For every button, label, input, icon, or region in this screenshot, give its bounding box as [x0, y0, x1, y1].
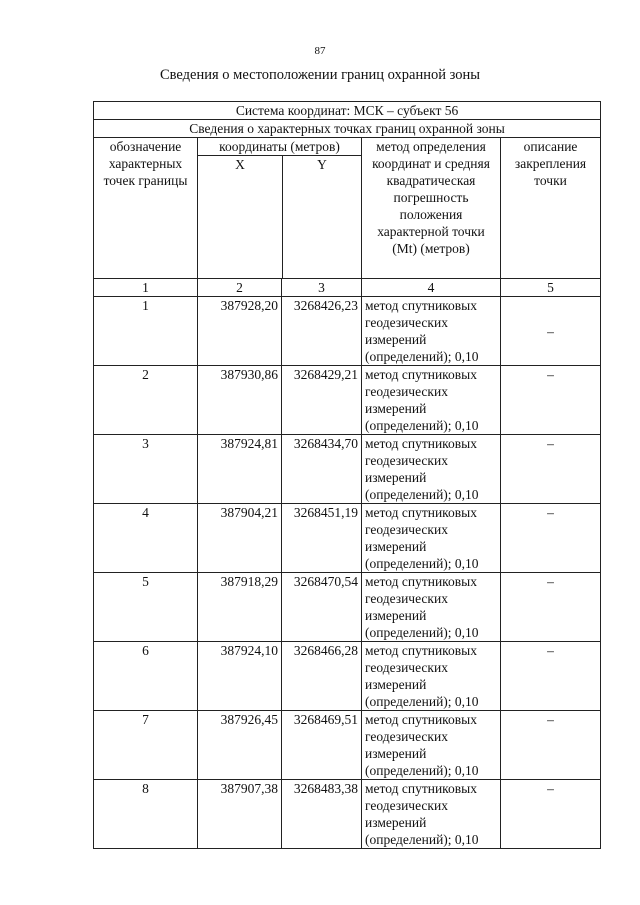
coordinate-system-row [94, 102, 601, 120]
description-cell: – [501, 435, 601, 504]
header-coordinates-group [198, 138, 362, 279]
table-row [94, 711, 601, 780]
x-coordinate: 387907,38 [198, 780, 282, 849]
x-coordinate: 387924,10 [198, 642, 282, 711]
header-y: Y [317, 157, 327, 172]
table-row [94, 573, 601, 642]
coordinate-system-cell: Система координат: МСК – субъект 56 [94, 102, 601, 120]
table-body [94, 102, 601, 849]
table-row [94, 366, 601, 435]
section-cell: Сведения о характерных точках границ охранной зоны [94, 120, 601, 138]
header-x: X [198, 156, 283, 278]
point-number: 2 [94, 366, 198, 435]
description-cell: – [501, 297, 601, 366]
table-row [94, 297, 601, 366]
description-cell: – [501, 366, 601, 435]
point-number: 5 [94, 573, 198, 642]
method-cell: метод спутниковых геодезических измерений (определений); 0,10 [362, 297, 501, 366]
description-cell: – [501, 780, 601, 849]
document-title: Сведения о местоположении границ охранной зоны [159, 67, 480, 83]
method-cell: метод спутниковых геодезических измерений (определений); 0,10 [362, 780, 501, 849]
boundary-points-table [93, 101, 601, 849]
column-number: 1 [94, 279, 198, 297]
header-method: метод определения координат и средняя квадратическая погрешность положения характерной точки (Mt) (метров) [362, 138, 501, 279]
header-coordinates: координаты (метров) [198, 138, 361, 156]
point-number: 1 [94, 297, 198, 366]
description-cell: – [501, 711, 601, 780]
x-coordinate: 387930,86 [198, 366, 282, 435]
method-cell: метод спутниковых геодезических измерений (определений); 0,10 [362, 435, 501, 504]
x-coordinate: 387926,45 [198, 711, 282, 780]
column-numbers-row [94, 279, 601, 297]
method-cell: метод спутниковых геодезических измерений (определений); 0,10 [362, 504, 501, 573]
y-coordinate: 3268466,28 [282, 642, 362, 711]
column-number: 5 [501, 279, 601, 297]
method-cell: метод спутниковых геодезических измерений (определений); 0,10 [362, 573, 501, 642]
y-coordinate: 3268469,51 [282, 711, 362, 780]
table-row [94, 642, 601, 711]
column-number: 2 [198, 279, 282, 297]
column-number: 4 [362, 279, 501, 297]
point-number: 7 [94, 711, 198, 780]
header-row [94, 138, 601, 279]
x-coordinate: 387928,20 [198, 297, 282, 366]
description-cell: – [501, 573, 601, 642]
x-coordinate: 387918,29 [198, 573, 282, 642]
method-cell: метод спутниковых геодезических измерений (определений); 0,10 [362, 642, 501, 711]
header-description: описание закрепления точки [501, 138, 601, 279]
table-row [94, 504, 601, 573]
column-number: 3 [282, 279, 362, 297]
section-row [94, 120, 601, 138]
table-row [94, 780, 601, 849]
point-number: 4 [94, 504, 198, 573]
x-coordinate: 387904,21 [198, 504, 282, 573]
header-point-designation: обозначение характерных точек границы [94, 138, 198, 279]
method-cell: метод спутниковых геодезических измерений (определений); 0,10 [362, 711, 501, 780]
y-coordinate: 3268426,23 [282, 297, 362, 366]
description-cell: – [501, 504, 601, 573]
header-xy [198, 156, 361, 278]
y-coordinate: 3268483,38 [282, 780, 362, 849]
table-row [94, 435, 601, 504]
y-coordinate: 3268434,70 [282, 435, 362, 504]
point-number: 3 [94, 435, 198, 504]
x-coordinate: 387924,81 [198, 435, 282, 504]
page-number: 87 [314, 45, 326, 57]
y-coordinate: 3268451,19 [282, 504, 362, 573]
point-number: 6 [94, 642, 198, 711]
y-coordinate: 3268429,21 [282, 366, 362, 435]
description-cell: – [501, 642, 601, 711]
y-coordinate: 3268470,54 [282, 573, 362, 642]
point-number: 8 [94, 780, 198, 849]
method-cell: метод спутниковых геодезических измерений (определений); 0,10 [362, 366, 501, 435]
